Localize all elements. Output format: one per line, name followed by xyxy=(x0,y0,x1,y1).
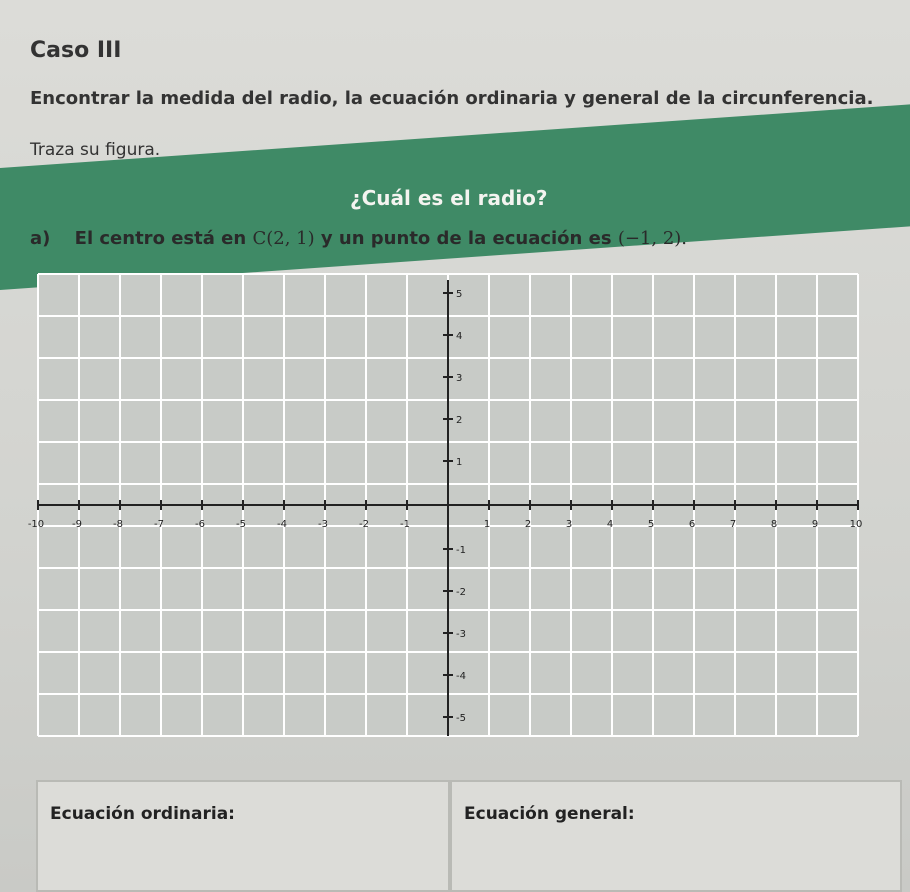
y-tick-label: -3 xyxy=(456,629,466,640)
x-tick-label: -2 xyxy=(359,519,369,530)
part-a-center: C(2, 1) xyxy=(252,228,315,249)
y-tick-label: -1 xyxy=(456,545,466,556)
banner-question: ¿Cuál es el radio? xyxy=(350,186,548,210)
general-equation-label: Ecuación general: xyxy=(464,804,635,824)
y-tick-label: 2 xyxy=(456,415,463,426)
x-tick-label: 2 xyxy=(524,519,532,530)
x-tick-label: 10 xyxy=(849,519,863,530)
x-tick-label: 8 xyxy=(770,519,778,530)
x-tick-label: -8 xyxy=(113,519,123,530)
x-tick-label: 9 xyxy=(811,519,819,530)
y-tick-label: 4 xyxy=(456,331,463,342)
y-tick-label: 1 xyxy=(456,457,463,468)
x-tick-label: -1 xyxy=(400,519,410,530)
y-tick-label: 3 xyxy=(456,373,463,384)
x-tick-label: -3 xyxy=(318,519,328,530)
x-tick-label: -10 xyxy=(27,519,45,530)
y-tick-label: 5 xyxy=(456,289,463,300)
ordinary-equation-label: Ecuación ordinaria: xyxy=(50,804,235,824)
x-tick-label: -4 xyxy=(277,519,287,530)
y-tick-label: -5 xyxy=(456,713,466,724)
general-equation-box[interactable] xyxy=(450,780,902,892)
part-a-label: a) xyxy=(30,228,51,249)
x-tick-label: -9 xyxy=(72,519,82,530)
x-tick-label: 3 xyxy=(565,519,573,530)
instruction-text: Encontrar la medida del radio, la ecuación ordinaria y general de la circunferencia. xyxy=(30,88,874,109)
coordinate-grid[interactable] xyxy=(27,270,890,750)
part-a-statement xyxy=(30,228,687,249)
trace-instruction: Traza su figura. xyxy=(30,140,161,160)
x-tick-label: -5 xyxy=(236,519,246,530)
x-tick-label: -6 xyxy=(195,519,205,530)
part-a-text-after: y un punto de la ecuación es xyxy=(320,228,612,249)
part-a-text-before: El centro está en xyxy=(74,228,247,249)
part-a-point: (−1, 2). xyxy=(617,228,688,249)
x-tick-label: -7 xyxy=(154,519,164,530)
x-tick-label: 6 xyxy=(688,519,696,530)
y-tick-label: -4 xyxy=(456,671,466,682)
x-tick-label: 1 xyxy=(483,519,491,530)
x-tick-label: 7 xyxy=(729,519,737,530)
ordinary-equation-box[interactable] xyxy=(36,780,450,892)
page-title: Caso III xyxy=(30,38,122,63)
x-tick-label: 5 xyxy=(647,519,655,530)
y-tick-label: -2 xyxy=(456,587,466,598)
x-tick-label: 4 xyxy=(606,519,614,530)
